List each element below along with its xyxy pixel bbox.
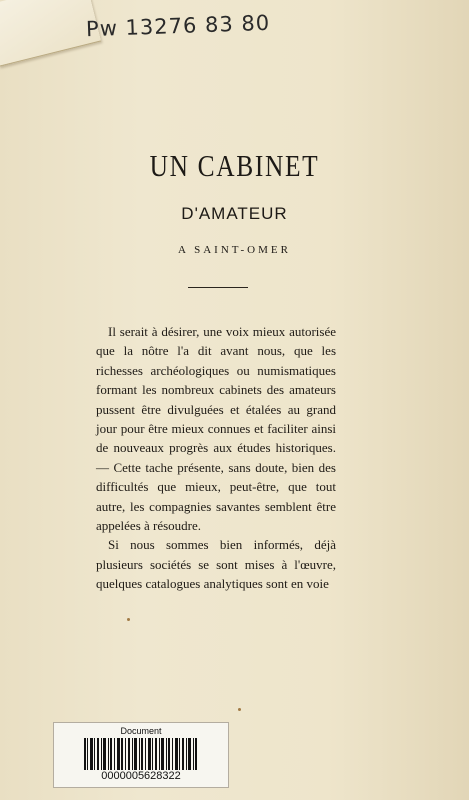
document-subtitle: D'AMATEUR (181, 204, 288, 223)
paragraph: Il serait à désirer, une voix mieux autorisée que la nôtre l'a dit avant nous, que les richesses archéologiques ou numismatiques formant les nombreux cabinets des amateurs pussent être divulguées et étalées au grand jour pour être mieux connues et faciliter ainsi de nouveaux progrès aux études historiques. — Cette tache présente, sans doute, bien des difficultés que mieux, peut-être, que tout autre, les compagnies savantes semblent être appelées à résoudre. (96, 324, 336, 534)
barcode-number: 0000005628322 (101, 770, 181, 782)
title-divider (188, 287, 248, 288)
paragraph: Si nous sommes bien informés, déjà plusieurs sociétés se sont mises à l'œuvre, quelques catalogues analytiques sont en voie (96, 537, 336, 592)
barcode-label: Document (120, 726, 162, 736)
document-title: UN CABINET (149, 148, 320, 183)
barcode-icon (84, 738, 198, 770)
handwritten-shelfmark: Pw 13276 83 80 (85, 10, 271, 42)
paper-speck (127, 618, 130, 621)
document-place: A SAINT-OMER (178, 244, 291, 256)
paper-speck (238, 708, 241, 711)
barcode-sticker (53, 722, 229, 788)
body-text (96, 322, 336, 594)
